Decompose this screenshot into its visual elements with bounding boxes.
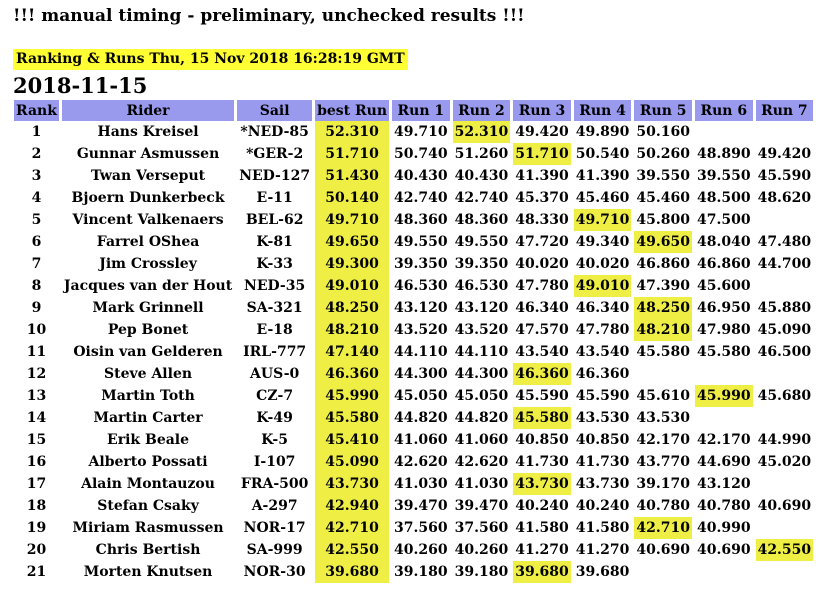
run-2-cell: 42.620 <box>454 454 509 470</box>
run-2-cell: 43.120 <box>454 300 509 316</box>
run-4-cell: 46.360 <box>575 366 630 382</box>
run-3-cell: 49.420 <box>515 124 569 140</box>
best-run-cell: 43.730 <box>315 473 389 495</box>
run-6-cell: 42.170 <box>696 432 751 448</box>
run-6-cell <box>695 407 753 429</box>
sail-cell: E-11 <box>256 190 293 206</box>
best-run-cell: 42.550 <box>315 539 389 561</box>
rank-cell: 20 <box>26 542 47 558</box>
run-3-cell: 46.340 <box>515 300 569 316</box>
run-3-cell: 47.780 <box>515 278 569 294</box>
rank-cell: 15 <box>26 432 47 448</box>
run-2-cell: 46.530 <box>454 278 509 294</box>
sail-cell: E-18 <box>256 322 293 338</box>
rider-cell: Vincent Valkenaers <box>72 212 224 228</box>
col-header-best-run: best Run <box>315 100 389 121</box>
run-3-cell: 41.390 <box>515 168 569 184</box>
sail-cell: FRA-500 <box>240 476 309 492</box>
run-4-cell: 41.390 <box>575 168 630 184</box>
run-3-cell: 47.720 <box>515 234 569 250</box>
table-row <box>14 451 813 473</box>
rank-cell: 10 <box>26 322 47 338</box>
col-header-rank: Rank <box>14 100 59 121</box>
run-3-cell: 41.580 <box>515 520 569 536</box>
run-2-cell: 49.550 <box>454 234 509 250</box>
run-6-cell: 47.980 <box>696 322 751 338</box>
run-5-cell: 48.210 <box>634 319 692 341</box>
rider-cell: Pep Bonet <box>107 322 189 338</box>
sail-cell: *GER-2 <box>246 146 304 162</box>
table-row <box>14 341 813 363</box>
run-2-cell: 44.110 <box>454 344 509 360</box>
table-row <box>14 473 813 495</box>
run-3-cell: 39.680 <box>513 561 571 583</box>
run-3-cell: 43.730 <box>513 473 571 495</box>
run-6-cell: 48.500 <box>696 190 751 206</box>
sail-cell: K-81 <box>256 234 293 250</box>
table-row <box>14 143 813 165</box>
run-7-cell: 46.500 <box>757 344 812 360</box>
sail-cell: IRL-777 <box>243 344 307 360</box>
run-7-cell <box>756 121 814 143</box>
run-3-cell: 40.850 <box>515 432 569 448</box>
rank-cell: 5 <box>31 212 42 228</box>
run-7-cell: 45.020 <box>757 454 812 470</box>
run-4-cell: 46.340 <box>575 300 630 316</box>
run-6-cell: 43.120 <box>696 476 751 492</box>
run-4-cell: 43.730 <box>575 476 630 492</box>
sail-cell: BEL-62 <box>245 212 304 228</box>
col-header-sail: Sail <box>237 100 312 121</box>
run-6-cell <box>695 121 753 143</box>
run-5-cell <box>634 363 692 385</box>
run-6-cell: 45.990 <box>695 385 753 407</box>
run-4-cell: 40.240 <box>575 498 630 514</box>
run-6-cell: 46.950 <box>696 300 751 316</box>
rank-cell: 13 <box>26 388 47 404</box>
best-run-cell: 42.710 <box>315 517 389 539</box>
run-2-cell: 39.470 <box>454 498 509 514</box>
run-4-cell: 50.540 <box>575 146 630 162</box>
rider-cell: Martin Carter <box>93 410 203 426</box>
run-1-cell: 43.120 <box>394 300 448 316</box>
col-header-run-6: Run 6 <box>695 100 753 121</box>
run-2-cell: 41.060 <box>454 432 509 448</box>
run-2-cell: 43.520 <box>454 322 509 338</box>
rider-cell: Chris Bertish <box>95 542 201 558</box>
table-row <box>14 231 813 253</box>
rider-cell: Bjoern Dunkerbeck <box>71 190 225 206</box>
event-date-heading: 2018-11-15 <box>13 73 148 98</box>
run-4-cell: 47.780 <box>575 322 630 338</box>
run-1-cell: 41.060 <box>394 432 448 448</box>
run-5-cell <box>634 561 692 583</box>
run-7-cell <box>756 363 814 385</box>
run-4-cell: 45.590 <box>575 388 630 404</box>
sail-cell: K-5 <box>261 432 288 448</box>
table-row <box>14 561 813 583</box>
sail-cell: SA-321 <box>246 300 303 316</box>
run-7-cell: 44.990 <box>757 432 812 448</box>
rider-cell: Hans Kreisel <box>97 124 199 140</box>
run-6-cell: 48.040 <box>696 234 751 250</box>
run-2-cell: 40.260 <box>454 542 509 558</box>
best-run-cell: 47.140 <box>315 341 389 363</box>
ranking-banner: Ranking & Runs Thu, 15 Nov 2018 16:28:19 GMT <box>13 49 408 70</box>
run-7-cell: 49.420 <box>757 146 812 162</box>
run-7-cell <box>756 275 814 297</box>
run-6-cell: 40.780 <box>696 498 751 514</box>
sail-cell: CZ-7 <box>256 388 294 404</box>
run-5-cell: 45.800 <box>636 212 690 228</box>
rank-cell: 12 <box>26 366 47 382</box>
best-run-cell: 49.650 <box>315 231 389 253</box>
rider-cell: Farrel OShea <box>96 234 200 250</box>
run-3-cell: 45.370 <box>515 190 569 206</box>
run-7-cell <box>756 407 814 429</box>
rider-cell: Steve Allen <box>104 366 193 382</box>
run-1-cell: 39.470 <box>394 498 448 514</box>
table-row <box>14 275 813 297</box>
run-1-cell: 37.560 <box>394 520 448 536</box>
run-6-cell <box>695 363 753 385</box>
table-row <box>14 297 813 319</box>
run-5-cell: 46.860 <box>636 256 690 272</box>
sail-cell: SA-999 <box>246 542 303 558</box>
results-table <box>11 100 816 583</box>
table-row <box>14 517 813 539</box>
run-7-cell: 40.690 <box>757 498 812 514</box>
run-1-cell: 44.300 <box>394 366 448 382</box>
run-2-cell: 41.030 <box>454 476 509 492</box>
run-4-cell: 41.730 <box>575 454 630 470</box>
run-7-cell <box>756 473 814 495</box>
run-1-cell: 44.820 <box>394 410 448 426</box>
run-7-cell: 45.090 <box>757 322 812 338</box>
table-row <box>14 121 813 143</box>
run-1-cell: 50.740 <box>394 146 448 162</box>
sail-cell: NOR-30 <box>243 564 306 580</box>
run-3-cell: 51.710 <box>513 143 571 165</box>
rider-cell: Morten Knutsen <box>83 564 213 580</box>
col-header-run-2: Run 2 <box>453 100 511 121</box>
table-row <box>14 165 813 187</box>
run-5-cell: 48.250 <box>634 297 692 319</box>
run-7-cell: 45.590 <box>757 168 812 184</box>
run-1-cell: 42.620 <box>394 454 448 470</box>
sail-cell: AUS-0 <box>250 366 300 382</box>
rank-cell: 4 <box>31 190 42 206</box>
run-3-cell: 40.240 <box>515 498 569 514</box>
run-1-cell: 39.180 <box>394 564 448 580</box>
rider-cell: Gunnar Asmussen <box>76 146 220 162</box>
run-4-cell: 40.020 <box>575 256 630 272</box>
rider-cell: Alberto Possati <box>88 454 208 470</box>
run-2-cell: 42.740 <box>454 190 509 206</box>
run-5-cell: 40.690 <box>636 542 690 558</box>
run-3-cell: 40.020 <box>515 256 569 272</box>
run-7-cell: 42.550 <box>756 539 814 561</box>
run-5-cell: 50.160 <box>636 124 690 140</box>
run-5-cell: 45.580 <box>636 344 690 360</box>
table-row <box>14 187 813 209</box>
table-row <box>14 385 813 407</box>
run-5-cell: 39.170 <box>636 476 690 492</box>
run-2-cell: 39.180 <box>454 564 509 580</box>
col-header-rider: Rider <box>62 100 234 121</box>
run-4-cell: 49.890 <box>575 124 630 140</box>
rank-cell: 16 <box>26 454 47 470</box>
table-row <box>14 319 813 341</box>
run-4-cell: 49.340 <box>575 234 630 250</box>
run-5-cell: 42.170 <box>636 432 690 448</box>
sail-cell: NOR-17 <box>243 520 306 536</box>
best-run-cell: 49.300 <box>315 253 389 275</box>
run-4-cell: 43.540 <box>575 344 630 360</box>
run-7-cell: 44.700 <box>757 256 812 272</box>
run-6-cell: 45.580 <box>696 344 751 360</box>
run-1-cell: 39.350 <box>394 256 448 272</box>
table-row <box>14 253 813 275</box>
run-4-cell: 49.710 <box>574 209 632 231</box>
rank-cell: 6 <box>31 234 42 250</box>
run-2-cell: 52.310 <box>453 121 511 143</box>
best-run-cell: 45.990 <box>315 385 389 407</box>
col-header-run-1: Run 1 <box>392 100 450 121</box>
run-3-cell: 41.270 <box>515 542 569 558</box>
run-2-cell: 40.430 <box>454 168 509 184</box>
rank-cell: 21 <box>26 564 47 580</box>
rank-cell: 3 <box>31 168 42 184</box>
run-4-cell: 43.530 <box>575 410 630 426</box>
run-1-cell: 42.740 <box>394 190 448 206</box>
rank-cell: 18 <box>26 498 47 514</box>
run-5-cell: 42.710 <box>634 517 692 539</box>
table-row <box>14 429 813 451</box>
rank-cell: 8 <box>31 278 42 294</box>
run-6-cell <box>695 561 753 583</box>
run-7-cell: 47.480 <box>757 234 812 250</box>
run-3-cell: 47.570 <box>515 322 569 338</box>
header-row <box>14 100 813 121</box>
best-run-cell: 51.430 <box>315 165 389 187</box>
run-2-cell: 48.360 <box>454 212 509 228</box>
run-1-cell: 46.530 <box>394 278 448 294</box>
run-5-cell: 45.610 <box>636 388 690 404</box>
best-run-cell: 48.250 <box>315 297 389 319</box>
rank-cell: 11 <box>26 344 47 360</box>
rank-cell: 19 <box>26 520 47 536</box>
sail-cell: K-33 <box>256 256 293 272</box>
run-4-cell: 41.270 <box>575 542 630 558</box>
run-5-cell: 40.780 <box>636 498 690 514</box>
run-2-cell: 44.820 <box>454 410 509 426</box>
best-run-cell: 49.710 <box>315 209 389 231</box>
run-7-cell: 45.680 <box>757 388 812 404</box>
rider-cell: Mark Grinnell <box>92 300 204 316</box>
best-run-cell: 39.680 <box>315 561 389 583</box>
best-run-cell: 45.090 <box>315 451 389 473</box>
run-3-cell: 45.590 <box>515 388 569 404</box>
run-1-cell: 41.030 <box>394 476 448 492</box>
best-run-cell: 50.140 <box>315 187 389 209</box>
col-header-run-5: Run 5 <box>634 100 692 121</box>
rank-cell: 9 <box>31 300 42 316</box>
run-6-cell: 47.500 <box>696 212 751 228</box>
rider-cell: Stefan Csaky <box>97 498 199 514</box>
sail-cell: K-49 <box>256 410 293 426</box>
run-1-cell: 49.550 <box>394 234 448 250</box>
run-4-cell: 41.580 <box>575 520 630 536</box>
run-7-cell <box>756 209 814 231</box>
run-6-cell: 45.600 <box>696 278 751 294</box>
run-5-cell: 50.260 <box>636 146 690 162</box>
rank-cell: 7 <box>31 256 42 272</box>
rider-cell: Alain Montauzou <box>81 476 215 492</box>
rank-cell: 2 <box>31 146 42 162</box>
run-2-cell: 39.350 <box>454 256 509 272</box>
col-header-run-4: Run 4 <box>574 100 632 121</box>
run-1-cell: 40.260 <box>394 542 448 558</box>
run-4-cell: 39.680 <box>575 564 630 580</box>
table-row <box>14 495 813 517</box>
rider-cell: Jacques van der Hout <box>63 278 233 294</box>
run-5-cell: 45.460 <box>636 190 690 206</box>
col-header-run-7: Run 7 <box>756 100 814 121</box>
rank-cell: 17 <box>26 476 47 492</box>
run-1-cell: 43.520 <box>394 322 448 338</box>
run-3-cell: 46.360 <box>513 363 571 385</box>
run-7-cell <box>756 561 814 583</box>
best-run-cell: 51.710 <box>315 143 389 165</box>
table-row <box>14 363 813 385</box>
run-5-cell: 49.650 <box>634 231 692 253</box>
run-5-cell: 39.550 <box>636 168 690 184</box>
sail-cell: *NED-85 <box>240 124 309 140</box>
rider-cell: Jim Crossley <box>99 256 197 272</box>
best-run-cell: 45.410 <box>315 429 389 451</box>
rank-cell: 14 <box>26 410 47 426</box>
rider-cell: Twan Verseput <box>90 168 206 184</box>
best-run-cell: 48.210 <box>315 319 389 341</box>
run-2-cell: 37.560 <box>454 520 509 536</box>
run-5-cell: 43.770 <box>636 454 690 470</box>
run-6-cell: 48.890 <box>696 146 751 162</box>
run-6-cell: 46.860 <box>696 256 751 272</box>
run-3-cell: 48.330 <box>515 212 569 228</box>
run-4-cell: 40.850 <box>575 432 630 448</box>
best-run-cell: 46.360 <box>315 363 389 385</box>
rider-cell: Erik Beale <box>107 432 190 448</box>
table-row <box>14 209 813 231</box>
run-4-cell: 49.010 <box>574 275 632 297</box>
run-6-cell: 40.690 <box>696 542 751 558</box>
run-5-cell: 43.530 <box>636 410 690 426</box>
sail-cell: I-107 <box>253 454 296 470</box>
run-3-cell: 41.730 <box>515 454 569 470</box>
table-row <box>14 539 813 561</box>
run-6-cell: 40.990 <box>696 520 751 536</box>
run-6-cell: 39.550 <box>696 168 751 184</box>
run-7-cell: 48.620 <box>757 190 812 206</box>
best-run-cell: 52.310 <box>315 121 389 143</box>
run-3-cell: 45.580 <box>513 407 571 429</box>
run-1-cell: 44.110 <box>394 344 448 360</box>
run-3-cell: 43.540 <box>515 344 569 360</box>
run-1-cell: 40.430 <box>394 168 448 184</box>
results-body <box>14 121 813 583</box>
preliminary-warning: !!! manual timing - preliminary, unchecked results !!! <box>13 6 525 26</box>
rider-cell: Martin Toth <box>101 388 195 404</box>
run-1-cell: 49.710 <box>394 124 448 140</box>
run-1-cell: 45.050 <box>394 388 448 404</box>
run-5-cell: 47.390 <box>636 278 690 294</box>
table-row <box>14 407 813 429</box>
best-run-cell: 49.010 <box>315 275 389 297</box>
run-2-cell: 51.260 <box>454 146 509 162</box>
run-7-cell <box>756 517 814 539</box>
best-run-cell: 45.580 <box>315 407 389 429</box>
rank-cell: 1 <box>31 124 42 140</box>
run-1-cell: 48.360 <box>394 212 448 228</box>
run-2-cell: 44.300 <box>454 366 509 382</box>
sail-cell: NED-127 <box>239 168 311 184</box>
run-2-cell: 45.050 <box>454 388 509 404</box>
run-6-cell: 44.690 <box>696 454 751 470</box>
sail-cell: A-297 <box>251 498 298 514</box>
rider-cell: Miriam Rasmussen <box>72 520 224 536</box>
rider-cell: Oisin van Gelderen <box>73 344 223 360</box>
best-run-cell: 42.940 <box>315 495 389 517</box>
run-7-cell: 45.880 <box>757 300 812 316</box>
sail-cell: NED-35 <box>244 278 306 294</box>
col-header-run-3: Run 3 <box>513 100 571 121</box>
run-4-cell: 45.460 <box>575 190 630 206</box>
